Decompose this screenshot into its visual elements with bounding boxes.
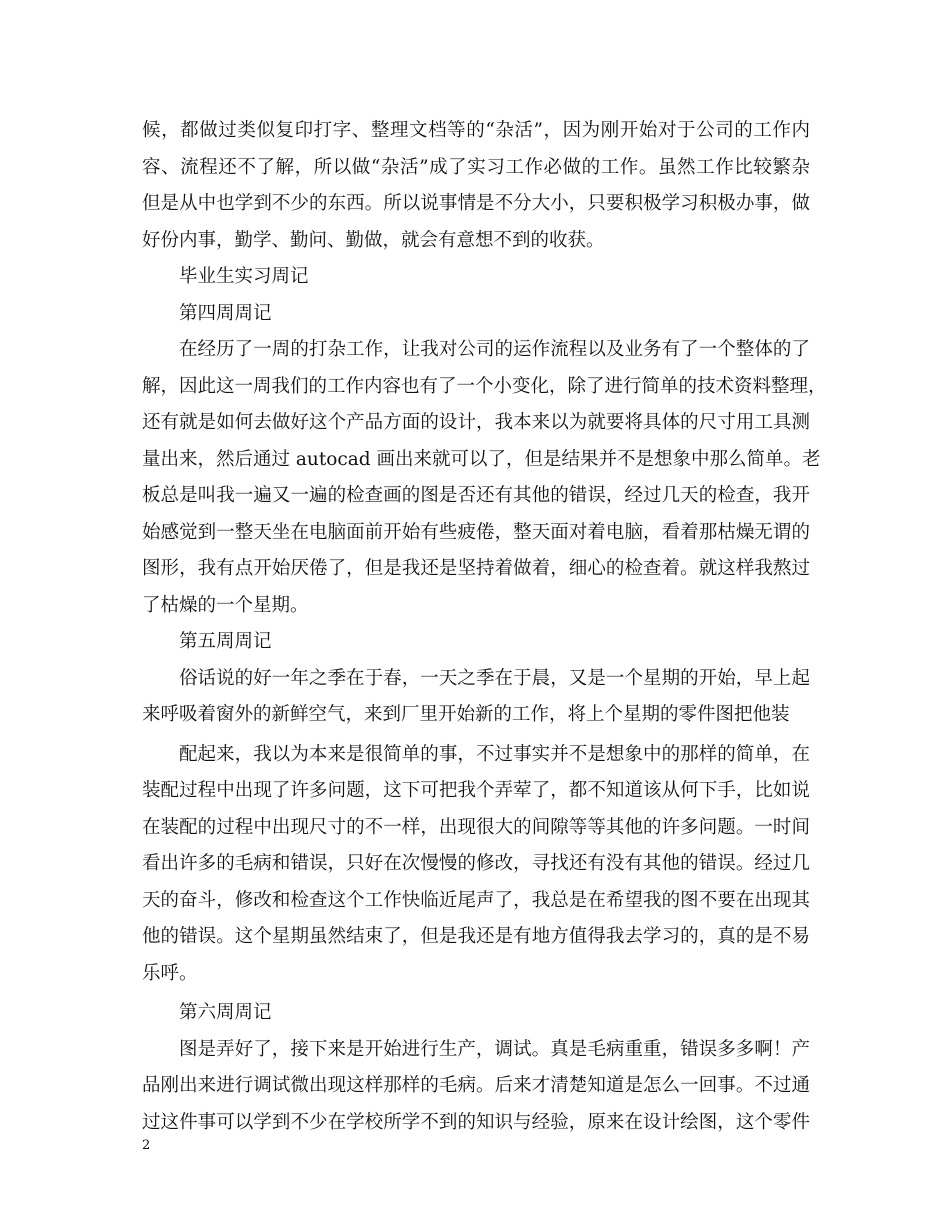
text-line: 看出许多的毛病和错误，只好在次慢慢的修改，寻找还有没有其他的错误。经过几	[142, 853, 810, 874]
text-line: 天的奋斗，修改和检查这个工作快临近尾声了，我总是在希望我的图不要在出现其	[142, 889, 810, 911]
text-line: 板总是叫我一遍又一遍的检查画的图是否还有其他的错误，经过几天的检查，我开	[142, 485, 810, 506]
section-heading: 第五周周记	[179, 631, 272, 652]
section-heading: 第六周周记	[179, 1002, 272, 1023]
text-line: 量出来，然后通过 autocad 画出来就可以了，但是结果并不是想象中那么简单。老	[142, 448, 821, 470]
text-line: 了枯燥的一个星期。	[142, 594, 309, 616]
page-number: 2	[142, 1138, 151, 1153]
text-line: 图形，我有点开始厌倦了，但是我还是坚持着做着，细心的检查着。就这样我熬过	[142, 558, 810, 579]
text-line: 俗话说的好一年之季在于春，一天之季在于晨，又是一个星期的开始，早上起	[179, 667, 810, 689]
section-heading: 第四周周记	[179, 302, 272, 324]
text-line: 好份内事，勤学、勤问、勤做，就会有意想不到的收获。	[142, 229, 605, 251]
text-line: 品刚出来进行调试微出现这样那样的毛病。后来才清楚知道是怎么一回事。不过通	[142, 1075, 810, 1096]
text-line: 还有就是如何去做好这个产品方面的设计，我本来以为就要将具体的尺寸用工具测	[142, 412, 810, 433]
text-line: 过这件事可以学到不少在学校所学不到的知识与经验，原来在设计绘图，这个零件	[142, 1111, 810, 1133]
text-line: 他的错误。这个星期虽然结束了，但是我还是有地方值得我去学习的，真的是不易	[142, 926, 810, 947]
text-line: 候，都做过类似复印打字、整理文档等的“杂活”，因为刚开始对于公司的工作内	[142, 120, 810, 141]
text-line: 在装配的过程中出现尺寸的不一样，出现很大的间隙等等其他的许多问题。一时间	[142, 816, 810, 838]
text-line: 容、流程还不了解，所以做“杂活”成了实习工作必做的工作。虽然工作比较繁杂	[142, 156, 810, 178]
text-line: 但是从中也学到不少的东西。所以说事情是不分大小，只要积极学习积极办事，做	[142, 193, 810, 214]
text-line: 始感觉到一整天坐在电脑面前开始有些疲倦，整天面对着电脑，看着那枯燥无谓的	[142, 521, 810, 543]
text-line: 解，因此这一周我们的工作内容也有了一个小变化，除了进行简单的技术资料整理，	[142, 375, 827, 397]
body-text	[142, 113, 827, 1141]
text-line: 来呼吸着窗外的新鲜空气，来到厂里开始新的工作，将上个星期的零件图把他装	[142, 704, 790, 725]
text-line: 配起来，我以为本来是很简单的事，不过事实并不是想象中的那样的简单，在	[179, 743, 810, 765]
text-line: 在经历了一周的打杂工作，让我对公司的运作流程以及业务有了一个整体的了	[179, 339, 810, 360]
text-line: 图是弄好了，接下来是开始进行生产，调试。真是毛病重重，错误多多啊！产	[179, 1038, 810, 1060]
text-line: 乐呼。	[142, 962, 198, 984]
text-line: 装配过程中出现了许多问题，这下可把我个弄荤了，都不知道该从何下手，比如说	[142, 780, 810, 801]
section-heading: 毕业生实习周记	[179, 266, 309, 287]
